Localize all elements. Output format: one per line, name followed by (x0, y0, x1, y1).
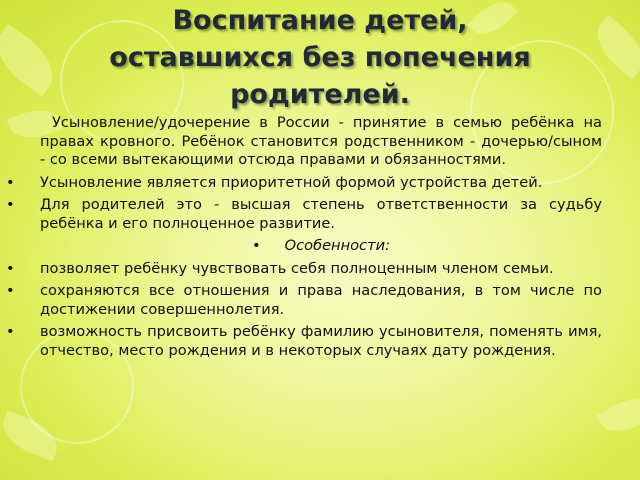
list-item-text: позволяет ребёнку чувствовать себя полноценным членом семьи. (40, 259, 554, 277)
list-item-text: возможность присвоить ребёнку фамилию усыновителя, поменять имя, отчество, место рождения и в некоторых случаях дату рождения. (40, 323, 602, 359)
features-heading (40, 237, 602, 256)
list-item (6, 259, 602, 279)
list-item (6, 173, 602, 193)
leaf-shape (596, 388, 640, 441)
bullet-icon: • (6, 259, 15, 277)
list-item-text: Для родителей это - высшая степень ответственности за судьбу ребёнка и его полноценное развитие. (40, 196, 602, 232)
slide-body (6, 114, 602, 364)
features-heading-text: Особенности: (284, 237, 390, 254)
list-item-text: сохраняются все отношения и права наследования, в том числе по достижении совершеннолетия. (40, 282, 602, 318)
list-item (6, 282, 602, 319)
list-item (6, 196, 602, 233)
bullet-icon: • (6, 323, 15, 340)
bullet-icon: • (6, 282, 15, 299)
slide-title (0, 2, 640, 113)
slide-title-line-2: оставшихся без попечения (109, 42, 531, 73)
list-item (6, 323, 602, 360)
slide-title-line-1: Воспитание детей, (172, 5, 468, 36)
bullet-icon: • (252, 237, 261, 254)
bullet-icon: • (6, 173, 15, 191)
list-item-text: Усыновление является приоритетной формой устройства детей. (40, 173, 543, 191)
intro-paragraph: Усыновление/удочерение в России - принятие в семью ребёнка на правах кровного. Ребёнок становится родственником - дочерью/сыном - со всеми вытекающими отсюда правами и обязанностями. (40, 114, 602, 168)
slide-title-line-3: родителей. (230, 79, 410, 110)
bullet-icon: • (6, 196, 15, 213)
